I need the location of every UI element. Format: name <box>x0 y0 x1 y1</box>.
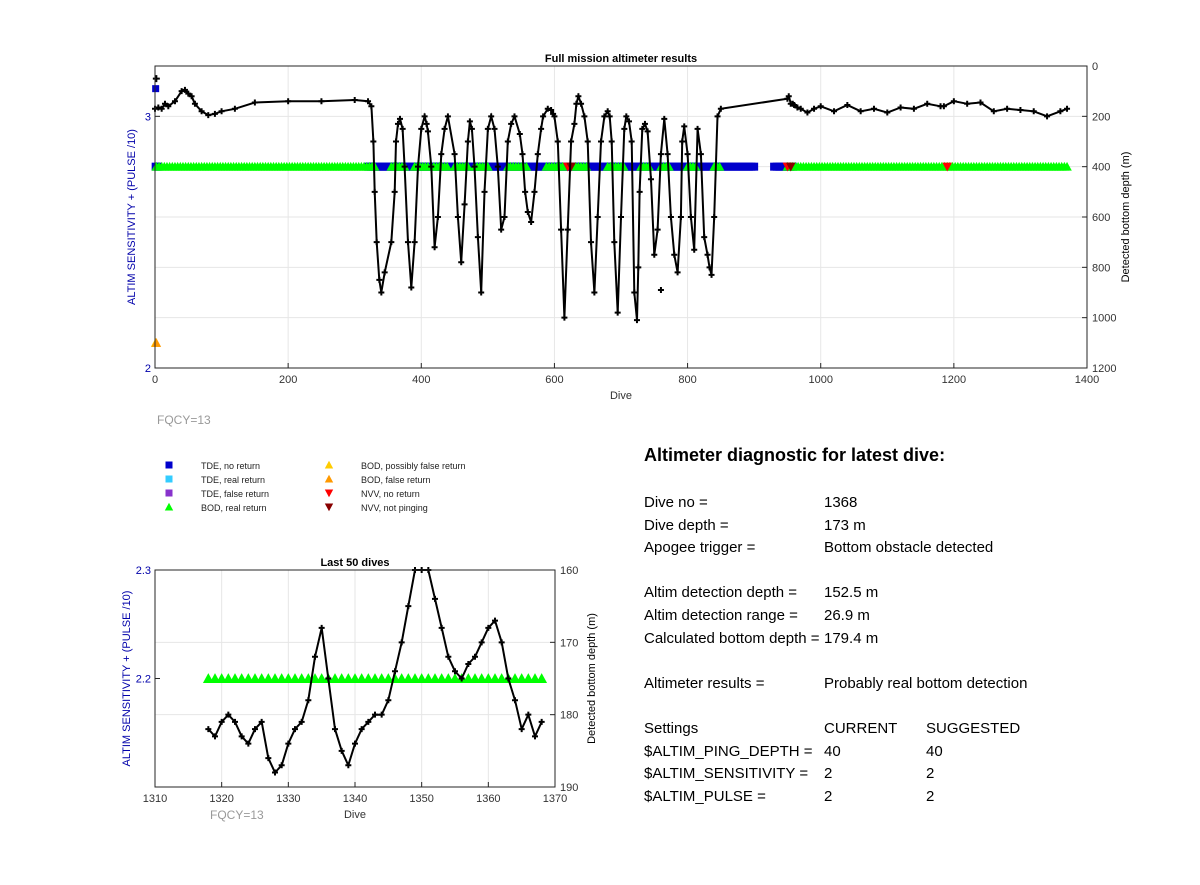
depth-point <box>621 126 627 132</box>
depth-point <box>352 97 358 103</box>
y2-tick-label: 1000 <box>1092 312 1117 325</box>
x-tick-label: 1360 <box>476 793 501 805</box>
x-tick-label: 1330 <box>276 793 301 805</box>
depth-point <box>482 189 488 195</box>
depth-point <box>578 101 584 107</box>
depth-point <box>435 214 441 220</box>
legend-label: BOD, possibly false return <box>361 461 466 471</box>
x-axis-label: Dive <box>343 809 367 821</box>
depth-point <box>531 189 537 195</box>
depth-point <box>665 151 671 157</box>
y-axis-label: ALTIM SENSITIVITY + (PULSE /10) <box>126 129 138 305</box>
diagnostic-panel <box>644 445 1184 808</box>
y2-tick-label: 200 <box>1092 111 1111 124</box>
extra-point <box>153 75 160 82</box>
x-tick-label: 800 <box>678 374 697 386</box>
depth-point <box>581 113 587 119</box>
depth-point <box>631 290 637 296</box>
legend-label: TDE, no return <box>201 461 261 471</box>
depth-point <box>691 247 697 253</box>
x-tick-label: 600 <box>545 374 564 386</box>
depth-point <box>675 269 681 275</box>
depth-point <box>575 93 581 99</box>
depth-point <box>565 227 571 233</box>
depth-point <box>964 101 970 107</box>
chart-title: Last 50 dives <box>320 557 390 569</box>
depth-point <box>442 126 448 132</box>
depth-point <box>392 189 398 195</box>
det-depth-row <box>644 582 1184 605</box>
status-marker <box>536 673 547 683</box>
depth-point <box>305 697 311 703</box>
legend-marker <box>166 462 173 469</box>
depth-point <box>715 113 721 119</box>
depth-point <box>418 126 424 132</box>
depth-point <box>648 176 654 182</box>
depth-point <box>432 244 438 250</box>
depth-point <box>701 234 707 240</box>
depth-point <box>465 139 471 145</box>
depth-point <box>535 151 541 157</box>
depth-point <box>685 151 691 157</box>
depth-point <box>1004 106 1010 112</box>
depth-point <box>678 214 684 220</box>
depth-point <box>532 733 538 739</box>
sensitivity-label: $ALTIM_SENSITIVITY = <box>644 765 809 783</box>
x-tick-label: 1370 <box>542 793 568 805</box>
depth-point <box>439 625 445 631</box>
dive-depth-label: Dive depth = <box>644 516 729 534</box>
depth-point <box>571 121 577 127</box>
results-value: Probably real bottom detection <box>824 674 1028 692</box>
depth-point <box>595 214 601 220</box>
sensitivity-current: 2 <box>824 765 833 783</box>
settings-header-row <box>644 718 1184 741</box>
suggested-header: SUGGESTED <box>926 719 1021 737</box>
depth-point <box>405 603 411 609</box>
depth-point <box>651 252 657 258</box>
depth-point <box>615 310 621 316</box>
depth-point <box>688 214 694 220</box>
pulse-row <box>644 786 1184 809</box>
det-depth-label: Altim detection depth = <box>644 584 798 602</box>
depth-point <box>374 239 380 245</box>
depth-point <box>332 726 338 732</box>
depth-point <box>425 128 431 134</box>
depth-point <box>884 110 890 116</box>
dive-no-value: 1368 <box>824 494 858 511</box>
status-series <box>152 338 162 347</box>
depth-point <box>655 227 661 233</box>
depth-point <box>378 290 384 296</box>
depth-point <box>424 121 430 127</box>
results-label: Altimeter results = <box>644 674 765 692</box>
depth-point <box>445 654 451 660</box>
depth-point <box>219 108 225 114</box>
y-tick-label: 2.3 <box>135 565 151 577</box>
depth-point <box>618 214 624 220</box>
depth-point <box>525 209 531 215</box>
depth-point <box>635 264 641 270</box>
pulse-suggested: 2 <box>926 787 935 805</box>
depth-point <box>519 151 525 157</box>
status-marker <box>152 338 162 347</box>
depth-point <box>452 151 458 157</box>
x-tick-label: 1400 <box>1074 374 1100 386</box>
depth-point <box>711 214 717 220</box>
depth-point <box>1057 108 1063 114</box>
depth-point <box>422 113 428 119</box>
depth-point <box>462 201 468 207</box>
legend-label: BOD, false return <box>361 475 431 485</box>
depth-point <box>698 151 704 157</box>
y-tick-label: 3 <box>144 111 151 124</box>
depth-point <box>319 625 325 631</box>
x-tick-label: 1310 <box>142 793 168 805</box>
apogee-row <box>644 537 1184 560</box>
y-axis-label: ALTIM SENSITIVITY + (PULSE /10) <box>121 590 133 767</box>
depth-point <box>393 139 399 145</box>
x-tick-label: 1000 <box>808 374 833 386</box>
depth-point <box>392 668 398 674</box>
depth-outlier-point <box>658 287 664 293</box>
depth-point <box>718 106 724 112</box>
depth-point <box>558 227 564 233</box>
depth-point <box>705 252 711 258</box>
depth-point <box>898 105 904 111</box>
dive-no-label: Dive no = <box>644 494 708 511</box>
y2-tick-label: 190 <box>560 782 579 794</box>
ping-depth-suggested: 40 <box>926 742 943 760</box>
depth-point <box>499 639 505 645</box>
depth-point <box>385 697 391 703</box>
depth-point <box>629 139 635 145</box>
y2-tick-label: 800 <box>1092 262 1111 275</box>
calc-depth-value: 179.4 m <box>824 629 879 647</box>
depth-point <box>265 755 271 761</box>
depth-point <box>591 290 597 296</box>
depth-point <box>709 272 715 278</box>
legend-label: TDE, false return <box>201 489 270 499</box>
chart-full <box>126 53 1132 427</box>
depth-point <box>376 277 382 283</box>
depth-point <box>555 139 561 145</box>
depth-point <box>478 290 484 296</box>
apogee-value: Bottom obstacle detected <box>824 539 994 557</box>
depth-point <box>611 239 617 245</box>
status-series <box>203 673 547 683</box>
depth-point <box>479 639 485 645</box>
depth-point <box>517 131 523 137</box>
depth-point <box>412 239 418 245</box>
legend-marker <box>325 475 333 483</box>
depth-point <box>588 239 594 245</box>
pulse-label: $ALTIM_PULSE = <box>644 787 766 805</box>
diagnostic-title: Altimeter diagnostic for latest dive: <box>644 445 946 465</box>
depth-point <box>924 101 930 107</box>
y2-tick-label: 0 <box>1092 61 1099 73</box>
x-tick-label: 1340 <box>342 793 368 805</box>
depth-point <box>485 126 491 132</box>
depth-point <box>318 98 324 104</box>
y2-tick-label: 1200 <box>1092 363 1117 375</box>
depth-points <box>205 567 544 776</box>
ping-depth-row <box>644 741 1184 764</box>
calc-depth-label: Calculated bottom depth = <box>644 629 820 647</box>
spacer <box>644 650 1184 673</box>
fqcy-label: FQCY=13 <box>157 413 211 427</box>
depth-point <box>399 639 405 645</box>
depth-point <box>400 126 406 132</box>
legend-marker <box>165 503 173 511</box>
x-tick-label: 0 <box>151 374 159 386</box>
depth-point <box>1031 108 1037 114</box>
spacer <box>644 695 1184 718</box>
chart-title: Full mission altimeter results <box>544 53 698 65</box>
x-axis-label: Dive <box>609 390 633 402</box>
extra-point <box>152 85 159 92</box>
depth-point <box>475 234 481 240</box>
y2-tick-label: 180 <box>560 709 579 722</box>
x-tick-label: 1350 <box>409 793 434 805</box>
ping-depth-label: $ALTIM_PING_DEPTH = <box>644 742 813 760</box>
depth-point <box>432 596 438 602</box>
depth-point <box>1017 107 1023 113</box>
depth-point <box>345 762 351 768</box>
depth-point <box>1044 113 1050 119</box>
current-header: CURRENT <box>824 719 898 737</box>
y2-tick-label: 400 <box>1092 161 1111 174</box>
settings-label: Settings <box>644 719 699 737</box>
depth-point <box>539 719 545 725</box>
det-depth-value: 152.5 m <box>824 584 879 602</box>
y2-axis-label: Detected bottom depth (m) <box>586 613 598 744</box>
depth-point <box>508 121 514 127</box>
x-tick-label: 1320 <box>209 793 234 805</box>
y2-tick-label: 170 <box>560 637 579 650</box>
depth-point <box>455 214 461 220</box>
depth-point <box>695 126 701 132</box>
fqcy-label: FQCY=13 <box>210 808 264 822</box>
depth-point <box>681 123 687 129</box>
dive-depth-row <box>644 515 1184 538</box>
sensitivity-suggested: 2 <box>926 765 935 783</box>
depth-line <box>155 90 1067 320</box>
depth-point <box>871 106 877 112</box>
det-range-value: 26.9 m <box>824 606 870 624</box>
legend-marker <box>325 504 333 512</box>
depth-point <box>505 139 511 145</box>
depth-point <box>252 99 258 105</box>
depth-point <box>488 113 494 119</box>
depth-point <box>458 259 464 265</box>
depth-point <box>405 239 411 245</box>
depth-point <box>285 741 291 747</box>
depth-point <box>911 106 917 112</box>
depth-point <box>285 98 291 104</box>
apogee-label: Apogee trigger = <box>644 539 756 557</box>
depth-point <box>671 252 677 258</box>
depth-point <box>312 654 318 660</box>
depth-point <box>525 712 531 718</box>
depth-point <box>498 227 504 233</box>
legend-label: NVV, not pinging <box>361 503 428 513</box>
det-range-label: Altim detection range = <box>644 606 798 624</box>
depth-point <box>467 118 473 124</box>
depth-point <box>372 189 378 195</box>
legend-marker <box>325 461 333 469</box>
y-tick-label: 2.2 <box>135 673 151 686</box>
depth-point <box>519 726 525 732</box>
depth-point <box>637 189 643 195</box>
depth-point <box>1064 106 1070 112</box>
depth-point <box>568 139 574 145</box>
depth-point <box>668 214 674 220</box>
depth-point <box>658 151 664 157</box>
status-marker <box>750 163 758 171</box>
depth-point <box>352 741 358 747</box>
depth-point <box>598 139 604 145</box>
legend-marker <box>166 476 173 483</box>
y-tick-label: 2 <box>144 363 151 375</box>
depth-point <box>645 128 651 134</box>
depth-point <box>522 189 528 195</box>
depth-point <box>445 113 451 119</box>
y2-axis-label: Detected bottom depth (m) <box>1120 151 1132 283</box>
pulse-current: 2 <box>824 787 833 805</box>
depth-point <box>502 214 508 220</box>
y2-tick-label: 600 <box>1092 212 1111 224</box>
chart-last50 <box>121 557 598 822</box>
depth-point <box>388 239 394 245</box>
legend-marker <box>325 490 333 498</box>
y2-tick-label: 160 <box>560 565 579 577</box>
x-tick-label: 200 <box>278 374 298 386</box>
depth-point <box>408 284 414 290</box>
depth-point <box>492 126 498 132</box>
depth-point <box>818 103 824 109</box>
dive-no-row <box>644 492 1184 515</box>
depth-point <box>382 269 388 275</box>
ping-depth-current: 40 <box>824 742 841 760</box>
legend-marker <box>166 490 173 497</box>
legend-label: NVV, no return <box>361 489 420 499</box>
depth-point <box>609 139 615 145</box>
depth-point <box>528 219 534 225</box>
legend-label: TDE, real return <box>201 475 266 485</box>
depth-point <box>370 139 376 145</box>
x-tick-label: 400 <box>412 374 431 386</box>
depth-point <box>438 151 444 157</box>
sensitivity-row <box>644 763 1184 786</box>
depth-point <box>511 113 517 119</box>
calc-depth-row <box>644 628 1184 651</box>
spacer <box>644 560 1184 583</box>
depth-point <box>538 126 544 132</box>
depth-line <box>208 570 541 773</box>
det-range-row <box>644 605 1184 628</box>
depth-point <box>585 139 591 145</box>
results-row <box>644 673 1184 696</box>
legend-label: BOD, real return <box>201 503 267 513</box>
depth-point <box>561 315 567 321</box>
x-tick-label: 1200 <box>941 374 967 386</box>
depth-point <box>512 697 518 703</box>
dive-depth-value: 173 m <box>824 516 866 534</box>
depth-point <box>679 139 685 145</box>
legend <box>165 461 466 513</box>
depth-point <box>232 106 238 112</box>
